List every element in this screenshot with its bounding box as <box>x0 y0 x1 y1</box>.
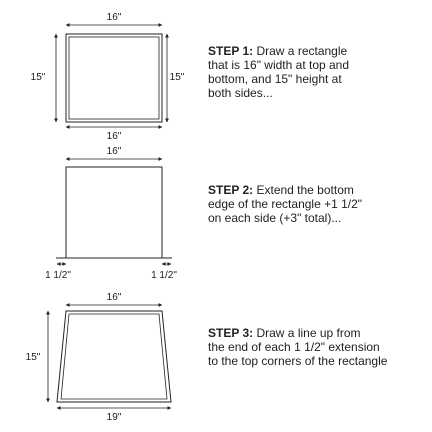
step1-rectangle-inner <box>69 37 159 119</box>
step1-line-4: both sides... <box>208 86 273 100</box>
step3-figure <box>48 305 171 408</box>
step2-line-1-text: Extend the bottom <box>253 183 354 197</box>
step1-line-2: that is 16" width at top and <box>208 58 350 72</box>
step2-line-1 <box>208 183 430 197</box>
step3-line-2: the end of each 1 1/2" extension <box>208 340 380 354</box>
step1-line-1-text: Draw a rectangle <box>253 44 348 58</box>
step2-right-extension-label: 1 1/2" <box>151 270 177 281</box>
step3-instructions <box>208 326 430 368</box>
step3-line-1-text: Draw a line up from <box>253 326 361 340</box>
step3-trapezoid <box>57 311 171 402</box>
step2-top-label: 16" <box>106 146 122 157</box>
step2-line-2: edge of the rectangle +1 1/2" <box>208 197 363 211</box>
step2-left-extension-label: 1 1/2" <box>45 270 71 281</box>
step2-rectangle <box>66 167 162 258</box>
step1-right-label: 15" <box>169 72 185 83</box>
step2-instructions <box>208 183 430 225</box>
step1-figure <box>56 25 167 127</box>
step1-rectangle <box>66 34 162 122</box>
step1-bottom-label: 16" <box>106 131 122 142</box>
step3-trapezoid-inner <box>61 314 167 399</box>
step3-line-3: to the top corners of the rectangle <box>208 354 388 368</box>
step1-top-label: 16" <box>106 12 122 23</box>
step3-line-1 <box>208 326 430 340</box>
step2-line-3: on each side (+3" total)... <box>208 211 342 225</box>
step1-heading: STEP 1: <box>208 44 254 58</box>
step1-line-3: bottom, and 15" height at <box>208 72 342 86</box>
step3-heading: STEP 3: <box>208 326 254 340</box>
step2-figure <box>56 159 172 264</box>
step1-line-1 <box>208 44 430 58</box>
step1-left-label: 15" <box>30 72 46 83</box>
step2-heading: STEP 2: <box>208 183 254 197</box>
step3-bottom-label: 19" <box>106 412 122 423</box>
step1-instructions <box>208 44 430 100</box>
step3-top-label: 16" <box>106 292 122 303</box>
step3-left-label: 15" <box>25 352 41 363</box>
